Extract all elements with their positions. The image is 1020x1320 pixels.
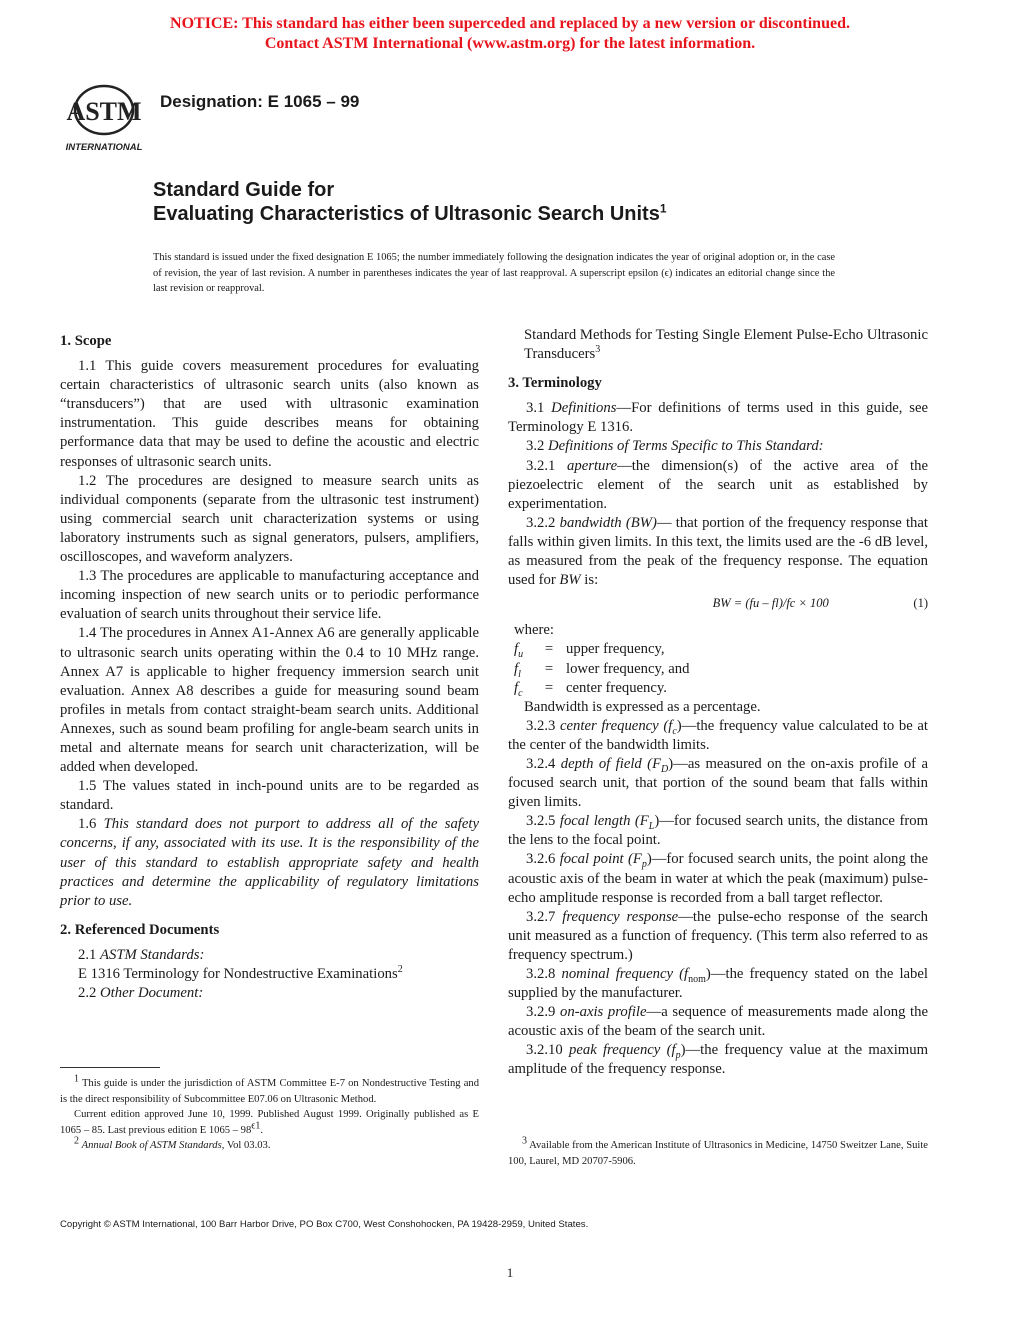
paragraph-3-2-5-term: focal length (F xyxy=(559,813,649,830)
paragraph-3-2-3-subscript: c xyxy=(672,725,677,737)
astm-logo-icon xyxy=(60,80,148,154)
symbol: f xyxy=(514,660,519,677)
paragraph-1-2: 1.2 The procedures are designed to measure search units as individual components (separate from the ultrasonic test instrument) using commercial search unit characterization systems or using laboratory instruments such as signal generators, pulsers, amplifiers, oscilloscopes, and waveform analyzers. xyxy=(60,472,479,566)
paragraph-3-2-10 xyxy=(508,1041,928,1079)
paragraph-2-1-number: 2.1 xyxy=(78,946,97,963)
notice-line-2: Contact ASTM International (www.astm.org) for the latest information. xyxy=(264,35,756,52)
notice-line-1: NOTICE: This standard has either been superceded and replaced by a new version or discontinued. xyxy=(170,15,850,32)
symbol-description: lower frequency, and xyxy=(566,660,690,677)
section-heading-scope: 1. Scope xyxy=(60,333,112,349)
symbol-subscript: l xyxy=(518,668,521,680)
paragraph-3-2-2-number: 3.2.2 xyxy=(526,514,556,531)
equation-number: (1) xyxy=(913,596,928,611)
paragraph-3-2-9-text: —a sequence of measurements made along the acoustic axis of the beam of the search unit. xyxy=(508,1004,928,1040)
paragraph-3-2 xyxy=(508,437,928,456)
reference-e1316 xyxy=(60,965,479,984)
paragraph-3-2-5-number: 3.2.5 xyxy=(526,813,556,830)
section-heading-referenced-documents: 2. Referenced Documents xyxy=(60,921,220,938)
paragraph-3-2-2-term: bandwidth (BW) xyxy=(559,514,657,531)
copyright-line: Copyright © ASTM International, 100 Barr Harbor Drive, PO Box C700, West Conshohocken, PA 19428-2959, United States. xyxy=(60,1219,589,1230)
footnote-1b xyxy=(60,1107,479,1138)
paragraph-2-1-text: ASTM Standards: xyxy=(100,946,205,963)
symbol-description: center frequency. xyxy=(566,679,667,696)
logo-text: ASTM xyxy=(66,97,142,126)
paragraph-3-2-2-end: is: xyxy=(584,572,599,589)
equation-text: BW = (fu – fl)/fc × 100 xyxy=(712,596,829,611)
paragraph-2-2 xyxy=(60,984,479,1003)
footnote-1-text: This guide is under the jurisdiction of ASTM Committee E-7 on Nondestructive Testing and is the direct responsibility of Subcommittee E07.06 on Ultrasonic Method. xyxy=(60,1078,479,1105)
paragraph-3-2-6-subscript: p xyxy=(641,859,647,871)
paragraph-1-6-text: This standard does not purport to address all of the safety concerns, if any, associated with its use. It is the responsibility of the user of this standard to establish appropriate safety and health practices and determine the applicability of regulatory limitations prior to use. xyxy=(60,816,480,909)
paragraph-3-2-7-text: —the pulse-echo response of the search unit measured as a function of frequency. (This term also referred to as frequency spectrum.) xyxy=(508,908,929,963)
paragraph-3-2-4-number: 3.2.4 xyxy=(526,755,556,772)
footnote-1 xyxy=(60,1073,479,1107)
bandwidth-equation xyxy=(508,594,928,613)
other-document-text: Standard Methods for Testing Single Element Pulse-Echo Ultrasonic Transducers xyxy=(524,327,928,363)
paragraph-3-2-8-subscript: nom xyxy=(688,973,706,985)
title-line-2: Evaluating Characteristics of Ultrasonic Search Units xyxy=(153,203,660,225)
paragraph-3-1-text: —For definitions of terms used in this guide, see Terminology E 1316. xyxy=(508,400,929,436)
reference-e1316-text: E 1316 Terminology for Nondestructive Examinations xyxy=(78,966,398,982)
paragraph-1-5: 1.5 The values stated in inch-pound units are to be regarded as standard. xyxy=(60,778,479,814)
footnote-1b-text: Current edition approved June 10, 1999. Published August 1999. Originally published as E 1065 – 85. Last previous edition E 1065 – 98 xyxy=(60,1109,479,1136)
symbol-subscript: c xyxy=(518,687,523,699)
definition-row xyxy=(514,640,928,659)
paragraph-3-2-1 xyxy=(508,457,928,514)
paragraph-3-2-9-number: 3.2.9 xyxy=(526,1004,556,1021)
paragraph-1-1: 1.1 This guide covers measurement procedures for evaluating certain characteristics of ultrasonic search units (also known as “transducers”) that are used with ultrasonic examination instrumentation. This guide describes means for obtaining performance data that may be used to define the acoustic and electric responses of ultrasonic search units. xyxy=(60,358,479,470)
paragraph-3-2-6-number: 3.2.6 xyxy=(526,851,556,868)
paragraph-2-2-number: 2.2 xyxy=(78,985,97,1002)
paragraph-3-2-2-text: — that portion of the frequency response that falls within given limits. In this text, the limits used are the -6 dB level, as measured from the peak of the frequency response. The equation used for xyxy=(508,514,928,589)
paragraph-3-2-6-term: focal point (F xyxy=(559,851,642,868)
section-heading-terminology: 3. Terminology xyxy=(508,375,602,392)
paragraph-3-2-1-term: aperture xyxy=(567,457,618,474)
issuance-statement: This standard is issued under the fixed designation E 1065; the number immediately following the designation indicates the year of original adoption or, in the case of revision, the year of last revision. A number in parentheses indicates the year of last reapproval. A superscript epsilon (ϵ) indicates an editorial change since the last revision or reapproval. xyxy=(153,252,835,294)
footnote-2-italic: Annual Book of ASTM Standards xyxy=(81,1140,222,1151)
paragraph-3-2-number: 3.2 xyxy=(526,438,545,455)
page-number: 1 xyxy=(506,1265,514,1280)
reference-e1316-footnote-mark: 2 xyxy=(397,964,403,976)
definition-row xyxy=(514,679,928,698)
paragraph-3-2-9-term: on-axis profile xyxy=(560,1004,647,1021)
paragraph-3-2-8 xyxy=(508,965,928,1003)
paragraph-3-2-2-bw: BW xyxy=(559,572,581,589)
paragraph-3-1 xyxy=(508,399,928,437)
paragraph-1-4: 1.4 The procedures in Annex A1-Annex A6 are generally applicable to ultrasonic search units operating within the 0.4 to 10 MHz range. Annex A7 is applicable to higher frequency immersion search unit evaluation. Annex A8 describes a guide for measuring sound beam profiles in metals from contact straight-beam search units. Additional Annexes, such as sound beam profiling for angle-beam search units in metal and alternate means for search unit characterization, will be added when developed. xyxy=(60,625,479,776)
symbol-definitions xyxy=(514,640,928,697)
other-document-footnote-mark: 3 xyxy=(595,344,601,356)
paragraph-3-2-4-subscript: D xyxy=(661,763,669,775)
footnote-1b-epsilon: ϵ1 xyxy=(251,1119,261,1131)
equals-sign: = xyxy=(544,641,554,658)
paragraph-3-2-4-text: )—as measured on the on-axis profile of a focused search unit, that portion of the sound beam that falls within given limits. xyxy=(508,755,928,811)
equals-sign: = xyxy=(544,660,554,677)
paragraph-3-2-7-number: 3.2.7 xyxy=(526,908,556,925)
page-title xyxy=(153,178,667,226)
paragraph-3-2-4-term: depth of field (F xyxy=(560,755,662,772)
definition-row xyxy=(514,660,928,679)
symbol: f xyxy=(514,641,519,658)
paragraph-1-6-number: 1.6 xyxy=(78,816,97,833)
paragraph-3-2-8-term: nominal frequency (f xyxy=(561,966,689,982)
symbol-description: upper frequency, xyxy=(566,641,665,658)
paragraph-1-3: 1.3 The procedures are applicable to manufacturing acceptance and incoming inspection of new search units or to periodic performance evaluation of search units throughout their service life. xyxy=(60,568,479,623)
where-label: where: xyxy=(514,622,554,639)
other-document-title xyxy=(508,326,928,364)
paragraph-3-2-3 xyxy=(508,717,928,755)
bandwidth-note: Bandwidth is expressed as a percentage. xyxy=(524,698,761,715)
paragraph-3-2-5-text: )—for focused search units, the distance from the lens to the focal point. xyxy=(508,813,928,849)
paragraph-3-2-8-text: )—the frequency stated on the label supplied by the manufacturer. xyxy=(508,966,929,1002)
paragraph-3-2-7 xyxy=(508,908,928,965)
paragraph-3-2-3-text: )—the frequency value calculated to be at the center of the bandwidth limits. xyxy=(508,717,929,753)
paragraph-2-1 xyxy=(60,946,479,965)
paragraph-3-2-10-subscript: p xyxy=(675,1050,681,1062)
designation: Designation: E 1065 – 99 xyxy=(160,92,360,111)
footnote-3-mark: 3 xyxy=(522,1135,527,1147)
paragraph-3-2-10-text: )—the frequency value at the maximum amplitude of the frequency response. xyxy=(508,1042,928,1078)
footnote-3 xyxy=(508,1135,928,1169)
logo-subtext: INTERNATIONAL xyxy=(65,142,143,153)
footnote-3-text: Available from the American Institute of Ultrasonics in Medicine, 14750 Sweitzer Lane, Suite 100, Laurel, MD 20707-5906. xyxy=(508,1140,928,1167)
title-footnote-mark: 1 xyxy=(659,201,667,216)
paragraph-3-2-9 xyxy=(508,1003,928,1041)
paragraph-3-2-text: Definitions of Terms Specific to This Standard: xyxy=(548,438,824,455)
symbol: f xyxy=(514,679,519,696)
paragraph-3-2-6-text: )—for focused search units, the point along the acoustic axis of the beam in water at which the peak (maximum) pulse-echo amplitude response is recorded from a ball target reflector. xyxy=(508,851,928,906)
footnote-2 xyxy=(60,1135,479,1154)
paragraph-3-2-10-number: 3.2.10 xyxy=(526,1042,563,1059)
paragraph-3-2-2 xyxy=(508,514,928,590)
left-column xyxy=(60,326,479,1003)
footnote-divider xyxy=(60,1067,160,1068)
paragraph-3-2-1-text: —the dimension(s) of the active area of the piezoelectric element of the search unit as established by experimentation. xyxy=(508,457,928,512)
paragraph-3-2-8-number: 3.2.8 xyxy=(526,966,556,982)
paragraph-1-6 xyxy=(60,815,479,910)
paragraph-3-2-3-number: 3.2.3 xyxy=(526,717,556,734)
paragraph-3-2-4 xyxy=(508,755,928,812)
title-line-1: Standard Guide for xyxy=(153,179,335,201)
paragraph-3-2-6 xyxy=(508,850,928,907)
footnote-2-rest: , Vol 03.03. xyxy=(221,1140,271,1151)
supersede-notice xyxy=(0,14,1020,54)
right-column xyxy=(508,326,928,1080)
paragraph-3-2-5 xyxy=(508,812,928,850)
paragraph-3-2-3-term: center frequency (f xyxy=(560,717,673,734)
paragraph-2-2-text: Other Document: xyxy=(100,985,204,1002)
footnotes-left xyxy=(60,1073,479,1154)
paragraph-3-2-1-number: 3.2.1 xyxy=(526,457,556,474)
symbol-subscript: u xyxy=(518,649,524,661)
paragraph-3-1-term: Definitions xyxy=(551,400,617,417)
paragraph-3-2-5-subscript: L xyxy=(648,821,655,833)
paragraph-3-2-7-term: frequency response xyxy=(562,908,679,925)
paragraph-3-1-number: 3.1 xyxy=(526,400,545,417)
footnote-1-mark: 1 xyxy=(74,1073,79,1085)
paragraph-3-2-10-term: peak frequency (f xyxy=(568,1042,676,1059)
footnote-2-mark: 2 xyxy=(74,1135,79,1147)
footnote-1b-end: . xyxy=(260,1124,263,1136)
equals-sign: = xyxy=(544,679,554,696)
